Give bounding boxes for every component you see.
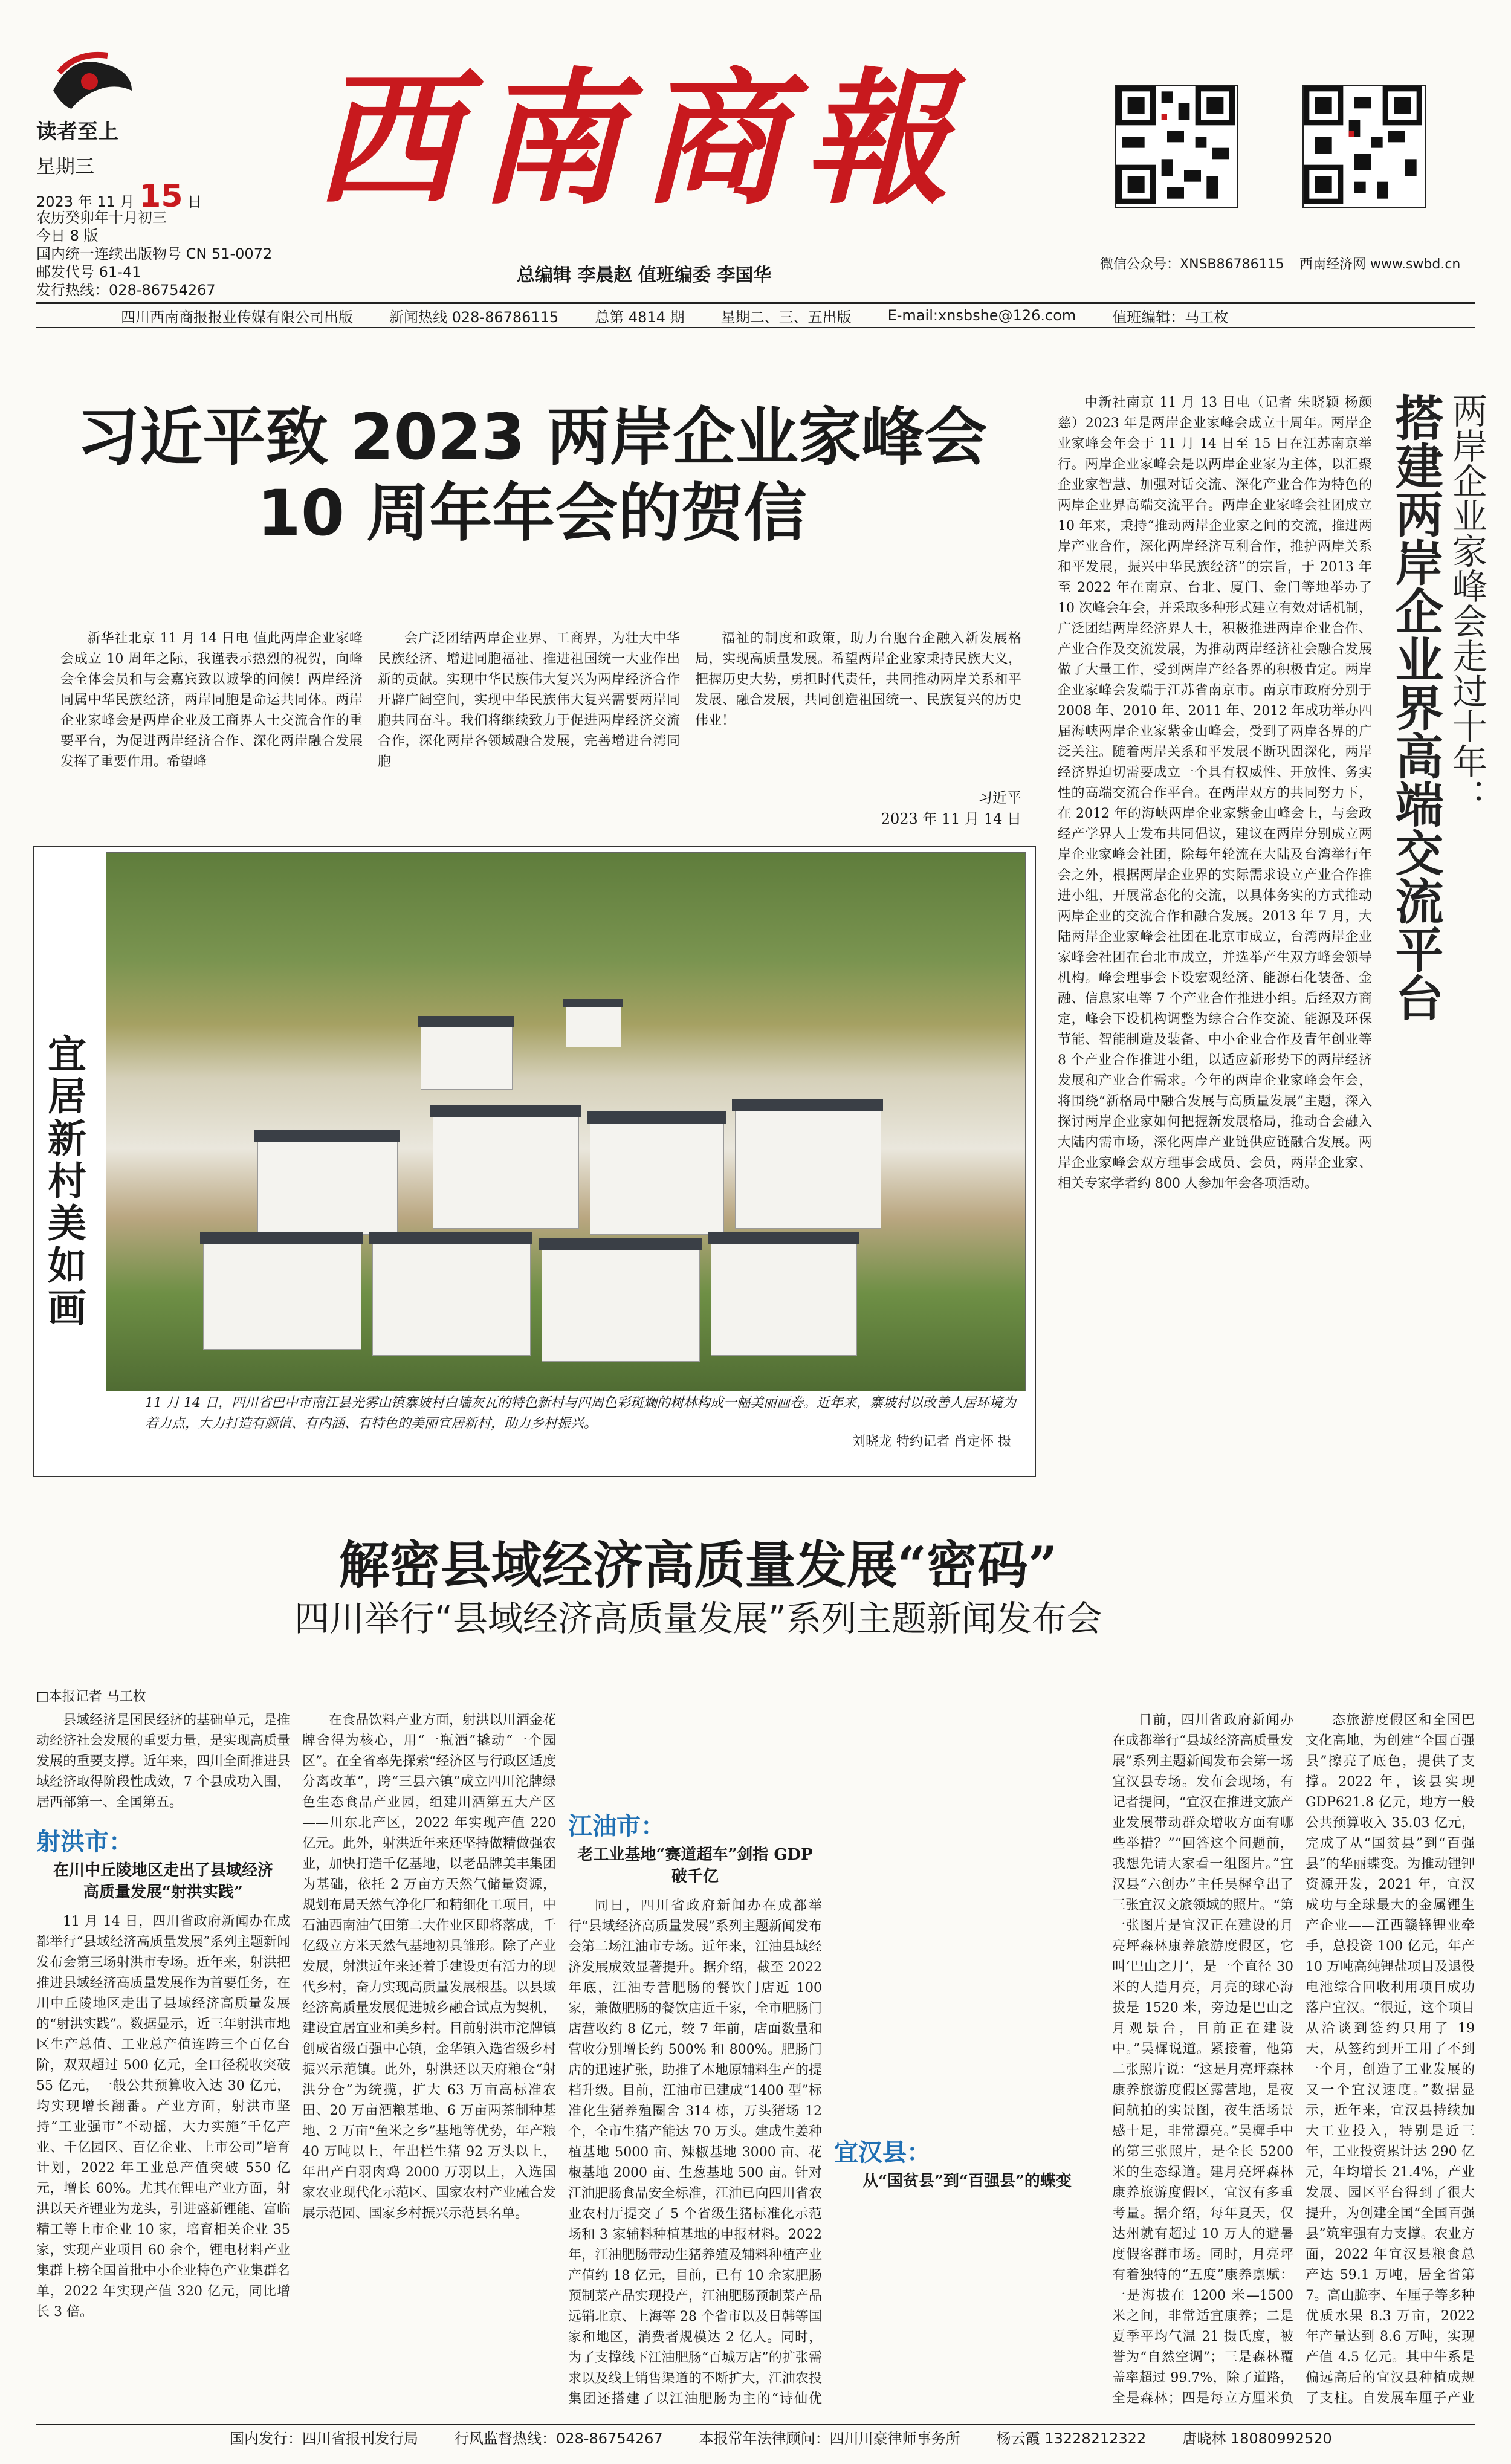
county-byline: □本报记者 马工枚 [36, 1689, 146, 1704]
county-column-4 [834, 1710, 1100, 2411]
section-title-jiangyou: 江油市： [568, 1812, 665, 1840]
footer-lawyer-1: 杨云霞 13228212322 [996, 2430, 1147, 2447]
lead-column-2: 会广泛团结两岸企业界、工商界，为壮大中华民族经济、增进同胞福祉、推进祖国统一大业作出新的贡献。实现中华民族伟大复兴为两岸经济合作开辟广阔空间，实现中华民族伟大复兴需要两岸同胞共同奋斗。我们将继续致力于促进两岸经济交流合作，深化两岸各领域融合发展，完善增进台湾同胞 [378, 631, 680, 769]
section-kicker-yihan: 从“国贫县”到“百强县”的蝶变 [862, 2172, 1072, 2190]
info-bar [36, 302, 1475, 328]
section-title-yihan: 宜汉县： [834, 2139, 931, 2167]
website-label: 西南经济网 www.swbd.cn [1299, 257, 1461, 272]
email-link[interactable]: E-mail:xnsbshe@126.com [887, 307, 1076, 324]
distribution-hotline: 发行热线：028-86754267 [36, 282, 216, 299]
publisher: 四川西南商报报业传媒有限公司出版 [121, 308, 353, 326]
lead-column-1: 新华社北京 11 月 14 日电 值此两岸企业家峰会成立 10 周年之际，我谨表示热烈的祝贺，向峰会全体会员和与会嘉宾致以诚挚的问候！两岸经济同属中华民族经济，两岸同胞是命运共同体。两岸企业家峰会是两岸企业及工商界人士交流合作的重要平台，为促进两岸经济合作、深化两岸融合发展发挥了重要作用。希望峰 [60, 631, 363, 769]
wechat-account-label: 微信公众号：XNSB86786115 [1100, 257, 1284, 272]
newspaper-title: 西南商報 [314, 54, 967, 224]
slogan: 读者至上 [36, 120, 118, 144]
editors: 总编辑 李晨赵 值班编委 李国华 [517, 265, 772, 286]
photo-caption: 11 月 14 日，四川省巴中市南江县光雾山镇寨坡村白墙灰瓦的特色新村与四周色彩斑斓的树林构成一幅美丽画卷。近年来，寨坡村以改善人居环境为着力点，大力打造有颜值、有内涵、有特色的美丽宜居新村，助力乡村振兴。 [145, 1395, 1016, 1431]
feature-headline [1384, 393, 1487, 1154]
masthead [0, 0, 1511, 329]
footer-lawyer-2: 唐晓林 18080992520 [1182, 2430, 1332, 2447]
footer-legal-counsel: 本报常年法律顾问：四川川豪律师事务所 [699, 2430, 960, 2447]
village-photo [106, 852, 1026, 1391]
issue-date: 2023 年 11 月 15 日 [36, 178, 202, 215]
section-kicker-shehong: 在川中丘陵地区走出了县域经济高质量发展“射洪实践” [53, 1861, 273, 1901]
cn-number: 国内统一连续出版物号 CN 51-0072 [36, 245, 273, 262]
section-kicker-jiangyou: 老工业基地“赛道超车”剑指 GDP 破千亿 [577, 1846, 813, 1886]
footer-bar [36, 2424, 1475, 2449]
website-qr-code[interactable] [1302, 85, 1426, 208]
county-column-2: 在食品饮料产业方面，射洪以川酒金花牌舍得为核心，用“一瓶酒”撬动“一个园区”。在全省率先探索“经济区与行政区适度分离改革”，跨“三县六镇”成立四川沱牌绿色生态食品产业园，组建川酒第五大产区——川东北产区，2022 年实现产值 220 亿元。此外，射洪近年来还坚持做精做强农业，加快打造千亿基地，以老品牌美丰集团为基础，依托 2 万亩方天然气储量资源，规划布局天然气净化厂和精细化工项目，中石油西南油气田第二大作业区即将落成，千亿级立方米天然气基地初具雏形。除了产业发展，射洪近年来还着手建设更有活力的现代乡村，奋力实现高质量发展根基。以县域经济高质量发展促进城乡融合试点为契机，建设宜居宜业和美乡村。目前射洪市沱牌镇创成省级百强中心镇，金华镇入选省级乡村振兴示范镇。此外，射洪还以天府粮仓“射洪分仓”为统揽，扩大 63 万亩高标准农田、20 万亩酒粮基地、6 万亩两茶制种基地、2 万亩“鱼米之乡”基地等优势，年产粮 40 万吨以上，年出栏生猪 92 万头以上，年出产白羽肉鸡 2000 万羽以上，入选国家农业现代化示范区、国家农村产业融合发展示范园、国家乡村振兴示范县名单。 [302, 1713, 556, 2221]
lead-signature: 习近平 2023 年 11 月 14 日 [881, 789, 1021, 827]
county-subhead: 四川举行“县域经济高质量发展”系列主题新闻发布会 [294, 1598, 1102, 1639]
footer-supervision-hotline: 行风监督热线：028-86754267 [455, 2430, 663, 2447]
page-count: 今日 8 版 [36, 227, 99, 244]
feature-title: 搭建两岸企业界高端交流平台 [1387, 393, 1444, 1021]
publishing-schedule: 星期二、三、五出版 [720, 308, 852, 326]
qr-code-icon [1116, 86, 1235, 204]
feature-kicker: 两岸企业家峰会走过十年： [1446, 393, 1487, 813]
issue-day: 15 [139, 178, 183, 215]
photo-tag: 宜居新村美如画 [41, 1033, 86, 1330]
section-title-shehong: 射洪市： [36, 1828, 133, 1856]
footer-distribution: 国内发行：四川省报刊发行局 [230, 2430, 418, 2447]
lunar-date: 农历癸卯年十月初三 [36, 209, 167, 226]
issue-number: 总第 4814 期 [595, 308, 685, 326]
feature-body: 中新社南京 11 月 13 日电（记者 朱晓颖 杨颜慈）2023 年是两岸企业家峰会成立十周年。两岸企业家峰会年会于 11 月 14 日至 15 日在江苏南京举行。两岸企业家峰会是以两岸企业家为主体，以汇聚企业家智慧、加强对话交流、深化产业合作为特色的两岸企业界高端交流平台。两岸企业家峰会社团成立 10 年来，秉持“推动两岸企业家之间的交流，推进两岸产业合作，深化两岸经济互利合作，推护两岸关系和平发展，振兴中华民族经济”的宗旨，于 2013 年至 2022 年在南京、台北、厦门、金门等地举办了 10 次峰会年会，并采取多种形式建立有效对话机制，广泛团结两岸经济界人士，积极推进两岸企业合作、产业合作及交流发展，为推动两岸经济社会融合发展做了大量工作，受到两岸产经各界的积极肯定。两岸企业家峰会发端于江苏省南京市。南京市政府分别于 2008 年、2010 年、2011 年、2012 年成功举办四届海峡两岸企业家紫金山峰会，受到了两岸各界的广泛关注。随着两岸关系和平发展不断巩固深化，两岸经济界迫切需要成立一个具有权威性、开放性、务实性的高端交流合作平台。在两岸双方的共同努力下，在 2012 年的海峡两岸企业家紫金山峰会上，与会政经产学界人士发布共同倡议，建议在两岸分别成立两岸企业家峰会社团，除每年轮流在大陆及台湾举行年会之外，根据两岸企业界的实际需求设立产业合作推进小组，开展常态化的交流，以具体务实的方式推动两岸企业的交流合作和融合发展。2013 年 7 月，大陆两岸企业家峰会社团在北京市成立，台湾两岸企业家峰会社团在台北市成立，并选举产生双方峰会领导机构。峰会理事会下设宏观经济、能源石化装备、金融、信息家电等 7 个产业合作推进小组。后经双方商定，峰会下设机构调整为综合合作交流、能源及环保节能、智能制造及装备、中小企业合作及青年创业等 8 个产业合作推进小组，以适应新形势下的两岸经济发展和产业合作需求。今年的两岸企业家峰会年会，将围绕“新格局中融合发展与高质量发展”主题，深入探讨两岸企业家如何把握新发展格局，推动合会融入大陆内需市场，深化两岸产业链供应链融合发展。两岸企业家峰会双方理事会成员、会员，两岸企业家、相关专家学者约 800 人参加年会各项活动。 [1058, 395, 1372, 1191]
news-hotline: 新闻热线 028-86786115 [389, 308, 559, 326]
county-column-1: 县域经济是国民经济的基础单元，是推动经济社会发展的重要力量，是实现高质量发展的重要支撑。近年来，四川全面推进县域经济取得阶段性成效，7 个县成功入围，居西部第一、全国第五。 射洪市： 在川中丘陵地区走出了县域经济高质量发展“射洪实践” 11 月 14 日，四川省政府新闻办在成都举行“县域经济高质量发展”系列主题新闻发布会第三场射洪市专场。近年来，射洪把推进县域经济高质量发展作为首要任务，在川中丘陵地区走出了县域经济高质量发展的“射洪实践”。数据显示，近三年射洪市地区生产总值、工业总产值连跨三个百亿台阶，双双超过 500 亿元，全口径税收突破 55 亿元，一般公共预算收入达 30 亿元，均实现增长翻番。产业方面，射洪市坚持“工业强市”不动摇，大力实施“千亿产业、千亿园区、百亿企业、上市公司”培育计划，2022 年工业总产值突破 550 亿元，增长 60%。尤其在锂电产业方面，射洪以天齐锂业为龙头，引进盛新锂能、富临精工等上市企业 10 家，培育相关企业 35 家，实现产业项目 60 余个，锂电材料产业集群上榜全国首批中小企业特色产业集群名单，2022 年实现产值 320 亿元，同比增长 3 倍。 [36, 1713, 290, 2320]
county-column-3: 江油市： 老工业基地“赛道超车”剑指 GDP 破千亿 同日，四川省政府新闻办在成都举行“县域经济高质量发展”系列主题新闻发布会第二场江油市专场。近年来，江油县域经济发展成效显著提升。据介绍，截至 2022 年底，江油专营肥肠的餐饮门店近 100 家，兼做肥肠的餐饮店近千家，全市肥肠门店营收约 8 亿元，较 7 年前，店面数量和营收分别增长约 500% 和 800%。肥肠门店的迅速扩张，助推了本地原辅料生产的提档升级。目前，江油市已建成“1400 型”标准化生猪养殖圈舍 314 栋，万头猪场 12 个，全市生猪产能达 70 万头。建成生姜种植基地 5000 亩、辣椒基地 3000 亩、花椒基地 2000 亩、生葱基地 500 亩。针对江油肥肠食品安全标准，江油已向四川省农业农村厅提交了 5 个省级生猪标准化示范场和 3 家辅料种植基地的申报材料。2022 年，江油肥肠带动生猪养殖及辅料种植产业产值约 18 亿元，目前，已有 10 余家肥肠预制菜产品实现投产，江油肥肠预制菜产品远销北京、上海等 28 个省市以及日韩等国家和地区，消费者规模达 2 亿人。同时，为了支撑线下江油肥肠“百城万店”的扩张需求以及线上销售渠道的不断扩大，江油农投集团还搭建了以江油肥肠为主的“诗仙优 [568, 1710, 822, 2411]
weekday: 星期三 [36, 155, 95, 178]
photo-credit: 刘晓龙 特约记者 肖定怀 摄 [852, 1434, 1011, 1449]
newspaper-logo-icon [47, 48, 138, 118]
county-headline: 解密县域经济高质量发展“密码” [338, 1535, 1058, 1595]
county-column-6: 态旅游度假区和全国巴文化高地，为创建“全国百强县”擦亮了底色，提供了支撑。2022 年，该县实现 GDP621.8 亿元，地方一般公共预算收入 35.03 亿元，完成了从“国贫县”到“百强县”的华丽蝶变。为推动锂钾资源开发，2021 年，宜汉成功与全球最大的金属锂生产企业——江西赣锋锂业牵手，总投资 100 亿元，年产 10 万吨高纯锂盐项目及退役电池综合回收利用项目成功落户宜汉。“很近，这个项目从洽谈到签约只用了 19 天，从签约到开工用了不到一个月，创造了工业发展的又一个宜汉速度。”数据显示，近年来，宜汉县持续加大工业投入，特别是近三年，工业投资累计达 290 亿元，年均增长 21.4%，产业发展、园区平台得到了很大提升，为创建全国“全国百强县”筑牢强有力支撑。农业方面，2022 年宜汉县粮食总产达 59.1 万吨，居全省第 7。高山脆李、车厘子等多种优质水果 8.3 万亩，2022 年产量达到 8.6 万吨，实现产值 4.5 亿元。其中牛系是偏远高后的宜汉县种植成规了支柱。自发展车厘子产业 [1306, 1713, 1475, 2406]
county-column-5: 日前，四川省政府新闻办在成都举行“县域经济高质量发展”系列主题新闻发布会第一场宜汉县专场。发布会现场，有记者提问，“宜汉在推进文旅产业发展带动群众增收方面有哪些举措？”“回答这个问题前，我想先请大家看一组图片。”宜汉县“六创办”主任吴樨拿出了三张宜汉文旅领域的照片。“第一张图片是宜汉正在建设的月亮坪森林康养旅游度假区，它叫‘巴山之月’，是一个直径 30 米的人造月亮，月亮的球心海拔是 1520 米，旁边是巴山之月观景台，目前正在建设中。”吴樨说道。紧接着，他第二张照片说：“这是月亮坪森林康养旅游度假区露营地，是夜间航拍的实景图，夜生活场景感十足，非常漂亮。”吴樨手中的第三张照片，是全长 5200 米的生态绿道。建月亮坪森林康养旅游度假区，宜汉有多重考量。据介绍，每年夏天，仅达州就有超过 10 万人的避暑度假客群市场。同时，月亮坪有着独特的“五度”康养禀赋：一是海拔在 1200 米—1500 米之间，非常适宜康养；二是夏季平均气温 21 摄氏度，被誉为“自然空调”；三是森林覆盖率超过 99.7%，除了道路，全是森林；四是每立方厘米负 [1112, 1713, 1293, 2406]
lead-column-3: 福祉的制度和政策，助力台胞台企融入新发展格局，实现高质量发展。希望两岸企业家秉持民族大义，把握历史大势，勇担时代责任，共同推动两岸关系和平发展、融合发展，共同创造祖国统一、民族复兴的历史伟业！ [695, 631, 1021, 728]
duty-editor: 值班编辑：马工枚 [1112, 308, 1229, 326]
wechat-qr-code[interactable] [1115, 85, 1238, 208]
postal-code: 邮发代号 61-41 [36, 264, 141, 280]
lead-headline: 习近平致 2023 两岸企业家峰会 10 周年年会的贺信 [77, 400, 987, 550]
qr-code-icon [1304, 86, 1422, 204]
